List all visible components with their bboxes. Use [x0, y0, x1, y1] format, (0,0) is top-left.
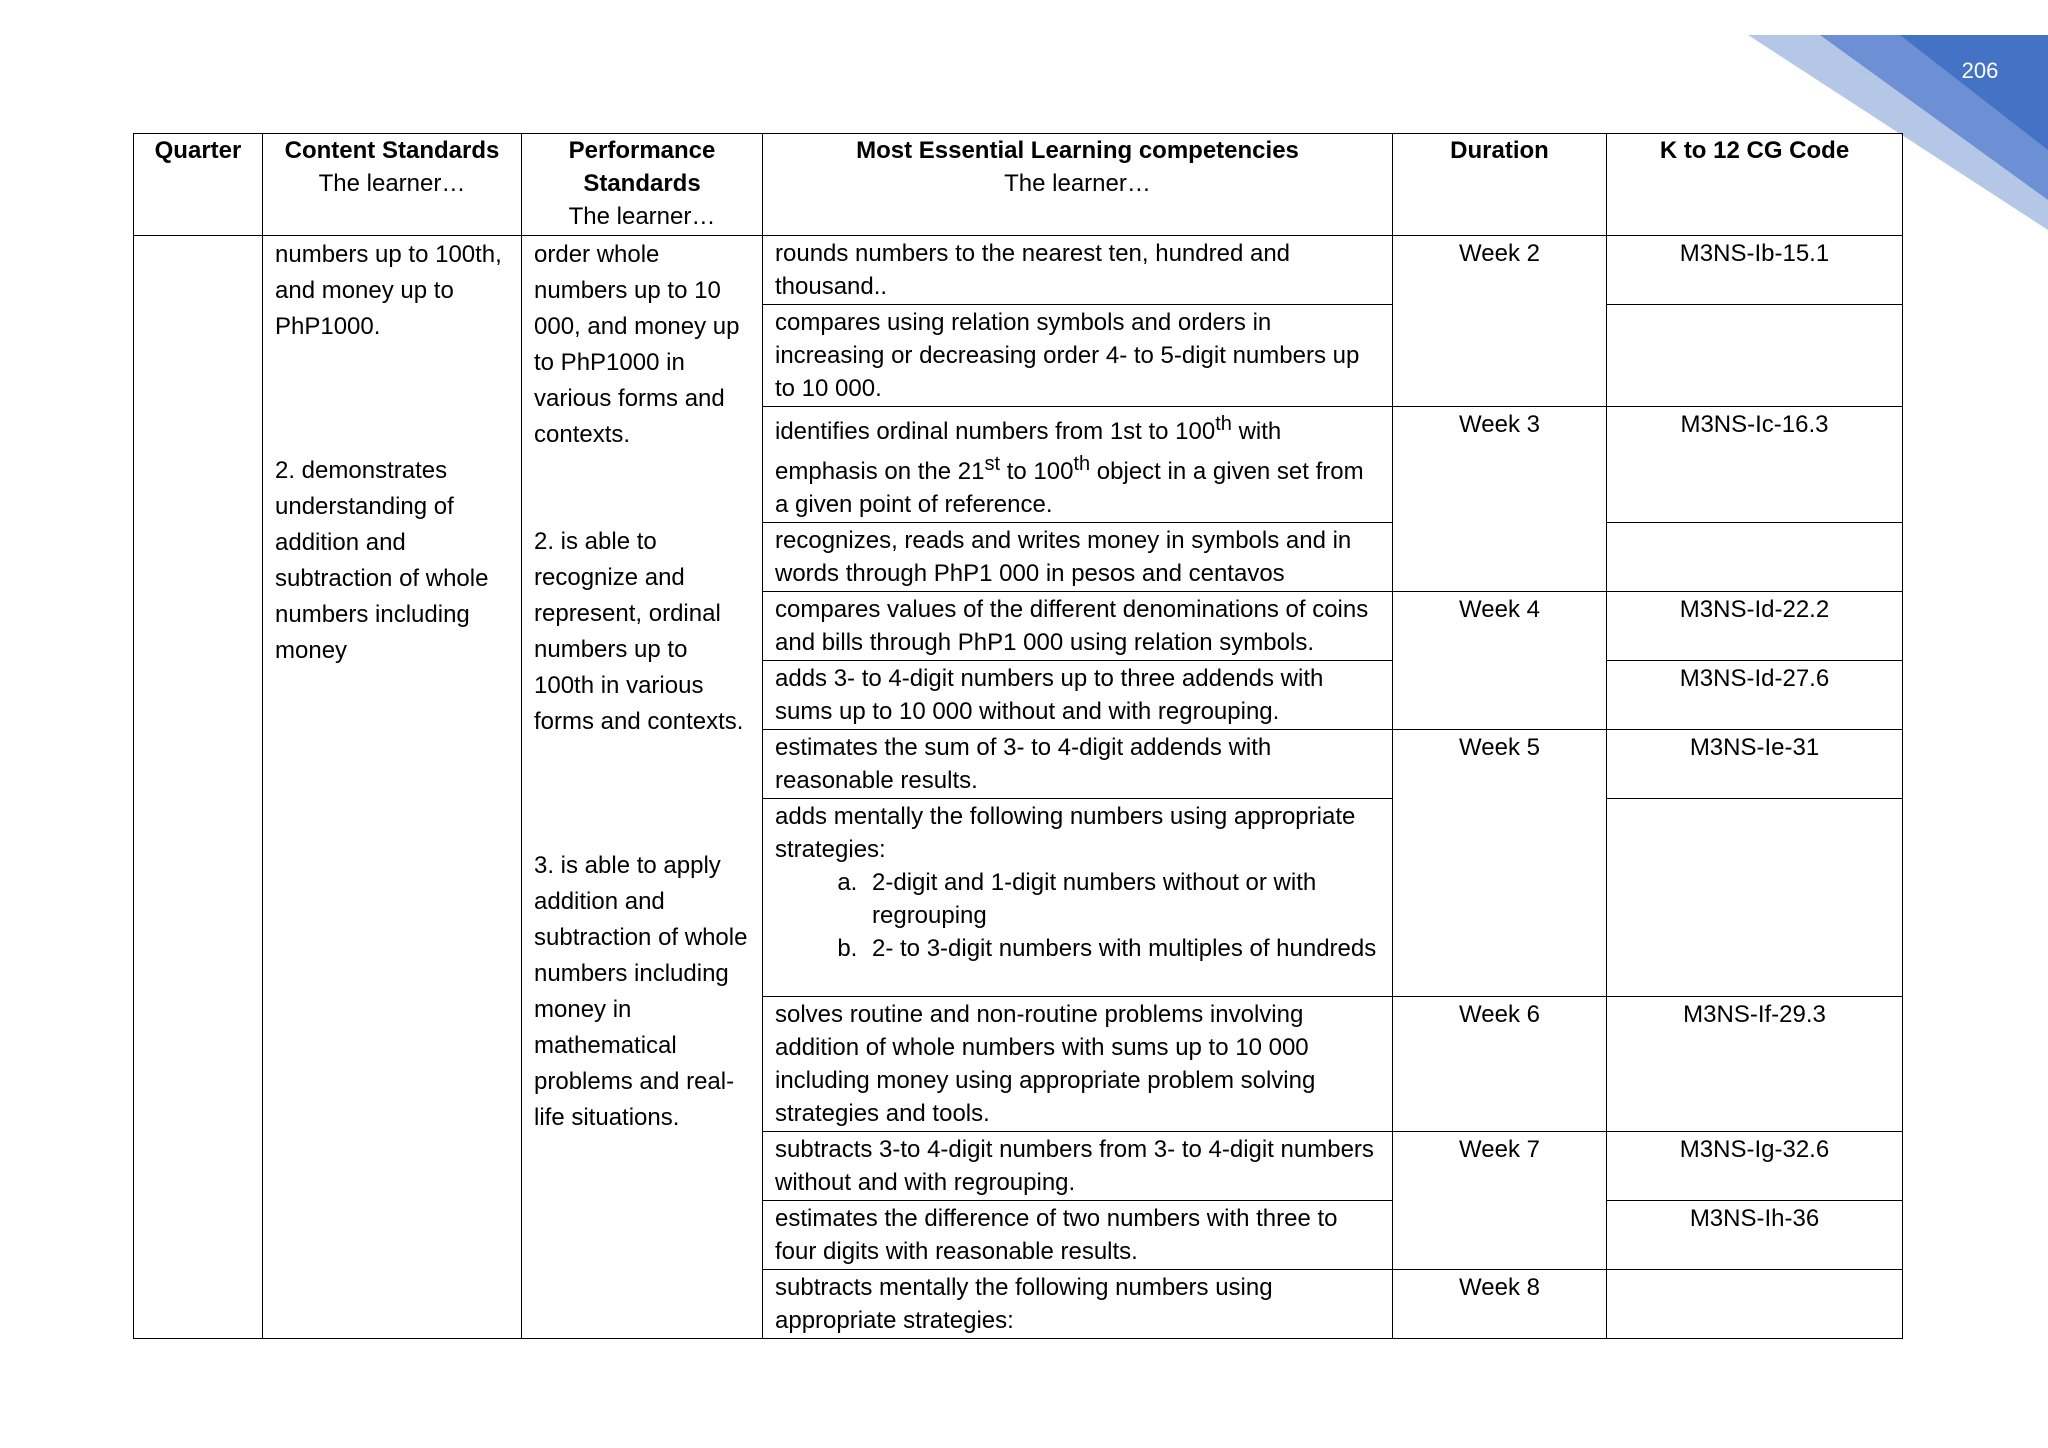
- competency-5: compares values of the different denominations of coins and bills through PhP1 000 using relation symbols.: [763, 592, 1393, 661]
- competency-1: rounds numbers to the nearest ten, hundred and thousand..: [763, 236, 1393, 305]
- code-6: M3NS-Id-27.6: [1607, 661, 1903, 730]
- header-content-standards: Content Standards The learner…: [263, 134, 522, 236]
- competency-8-list: [775, 866, 1380, 965]
- performance-standard-1: order whole numbers up to 10 000, and money up to PhP1000 in various forms and contexts.: [534, 241, 740, 448]
- duration-week-5: Week 5: [1393, 730, 1607, 997]
- curriculum-table: [133, 133, 1903, 1339]
- content-standard-2: 2. demonstrates understanding of addition and subtraction of whole numbers including money: [275, 457, 489, 664]
- list-item: a. 2-digit and 1-digit numbers without or with regrouping: [864, 866, 1380, 932]
- page-number: 206: [1961, 58, 1999, 83]
- list-item: b. 2- to 3-digit numbers with multiples of hundreds: [864, 932, 1380, 965]
- competency-4: recognizes, reads and writes money in symbols and in words through PhP1 000 in pesos and centavos: [763, 523, 1393, 592]
- competency-8: adds mentally the following numbers using appropriate strategies: a. 2-digit and 1-digit numbers without or with regrouping b. 2- to 3-digit numbers with multiples of hundreds: [763, 799, 1393, 997]
- competency-11: estimates the difference of two numbers with three to four digits with reasonable results.: [763, 1201, 1393, 1270]
- competency-3: identifies ordinal numbers from 1st to 100th with emphasis on the 21st to 100th object in a given set from a given point of reference.: [763, 407, 1393, 523]
- duration-week-8: Week 8: [1393, 1270, 1607, 1339]
- code-11: M3NS-Ih-36: [1607, 1201, 1903, 1270]
- competency-10: subtracts 3-to 4-digit numbers from 3- to 4-digit numbers without and with regrouping.: [763, 1132, 1393, 1201]
- code-3: M3NS-Ic-16.3: [1607, 407, 1903, 523]
- code-empty: [1607, 799, 1903, 997]
- duration-week-4: Week 4: [1393, 592, 1607, 730]
- header-row: [134, 134, 1903, 236]
- duration-week-3: Week 3: [1393, 407, 1607, 592]
- code-7: M3NS-Ie-31: [1607, 730, 1903, 799]
- code-10: M3NS-Ig-32.6: [1607, 1132, 1903, 1201]
- code-empty: [1607, 305, 1903, 407]
- performance-standard-2: 2. is able to recognize and represent, ordinal numbers up to 100th in various forms and contexts.: [534, 528, 744, 735]
- header-quarter: Quarter: [134, 134, 263, 236]
- duration-week-7: Week 7: [1393, 1132, 1607, 1270]
- code-empty: [1607, 1270, 1903, 1339]
- competency-12: subtracts mentally the following numbers using appropriate strategies:: [763, 1270, 1393, 1339]
- content-standard-1: numbers up to 100th, and money up to PhP1000.: [275, 241, 502, 340]
- code-1: M3NS-Ib-15.1: [1607, 236, 1903, 305]
- quarter-cell: [134, 236, 263, 1339]
- competency-6: adds 3- to 4-digit numbers up to three addends with sums up to 10 000 without and with regrouping.: [763, 661, 1393, 730]
- competency-7: estimates the sum of 3- to 4-digit addends with reasonable results.: [763, 730, 1393, 799]
- header-code: K to 12 CG Code: [1607, 134, 1903, 236]
- performance-standard-3: 3. is able to apply addition and subtraction of whole numbers including money in mathematical problems and real-life situations.: [534, 852, 748, 1131]
- performance-standards-cell: [522, 236, 763, 1339]
- duration-week-2: Week 2: [1393, 236, 1607, 407]
- competency-2: compares using relation symbols and orders in increasing or decreasing order 4- to 5-digit numbers up to 10 000.: [763, 305, 1393, 407]
- header-melc: Most Essential Learning competencies The learner…: [763, 134, 1393, 236]
- competency-9: solves routine and non-routine problems involving addition of whole numbers with sums up to 10 000 including money using appropriate problem solving strategies and tools.: [763, 997, 1393, 1132]
- duration-week-6: Week 6: [1393, 997, 1607, 1132]
- table-row: [134, 236, 1903, 305]
- code-empty: [1607, 523, 1903, 592]
- header-performance-standards: Performance Standards The learner…: [522, 134, 763, 236]
- header-duration: Duration: [1393, 134, 1607, 236]
- code-5: M3NS-Id-22.2: [1607, 592, 1903, 661]
- code-9: M3NS-If-29.3: [1607, 997, 1903, 1132]
- content-standards-cell: [263, 236, 522, 1339]
